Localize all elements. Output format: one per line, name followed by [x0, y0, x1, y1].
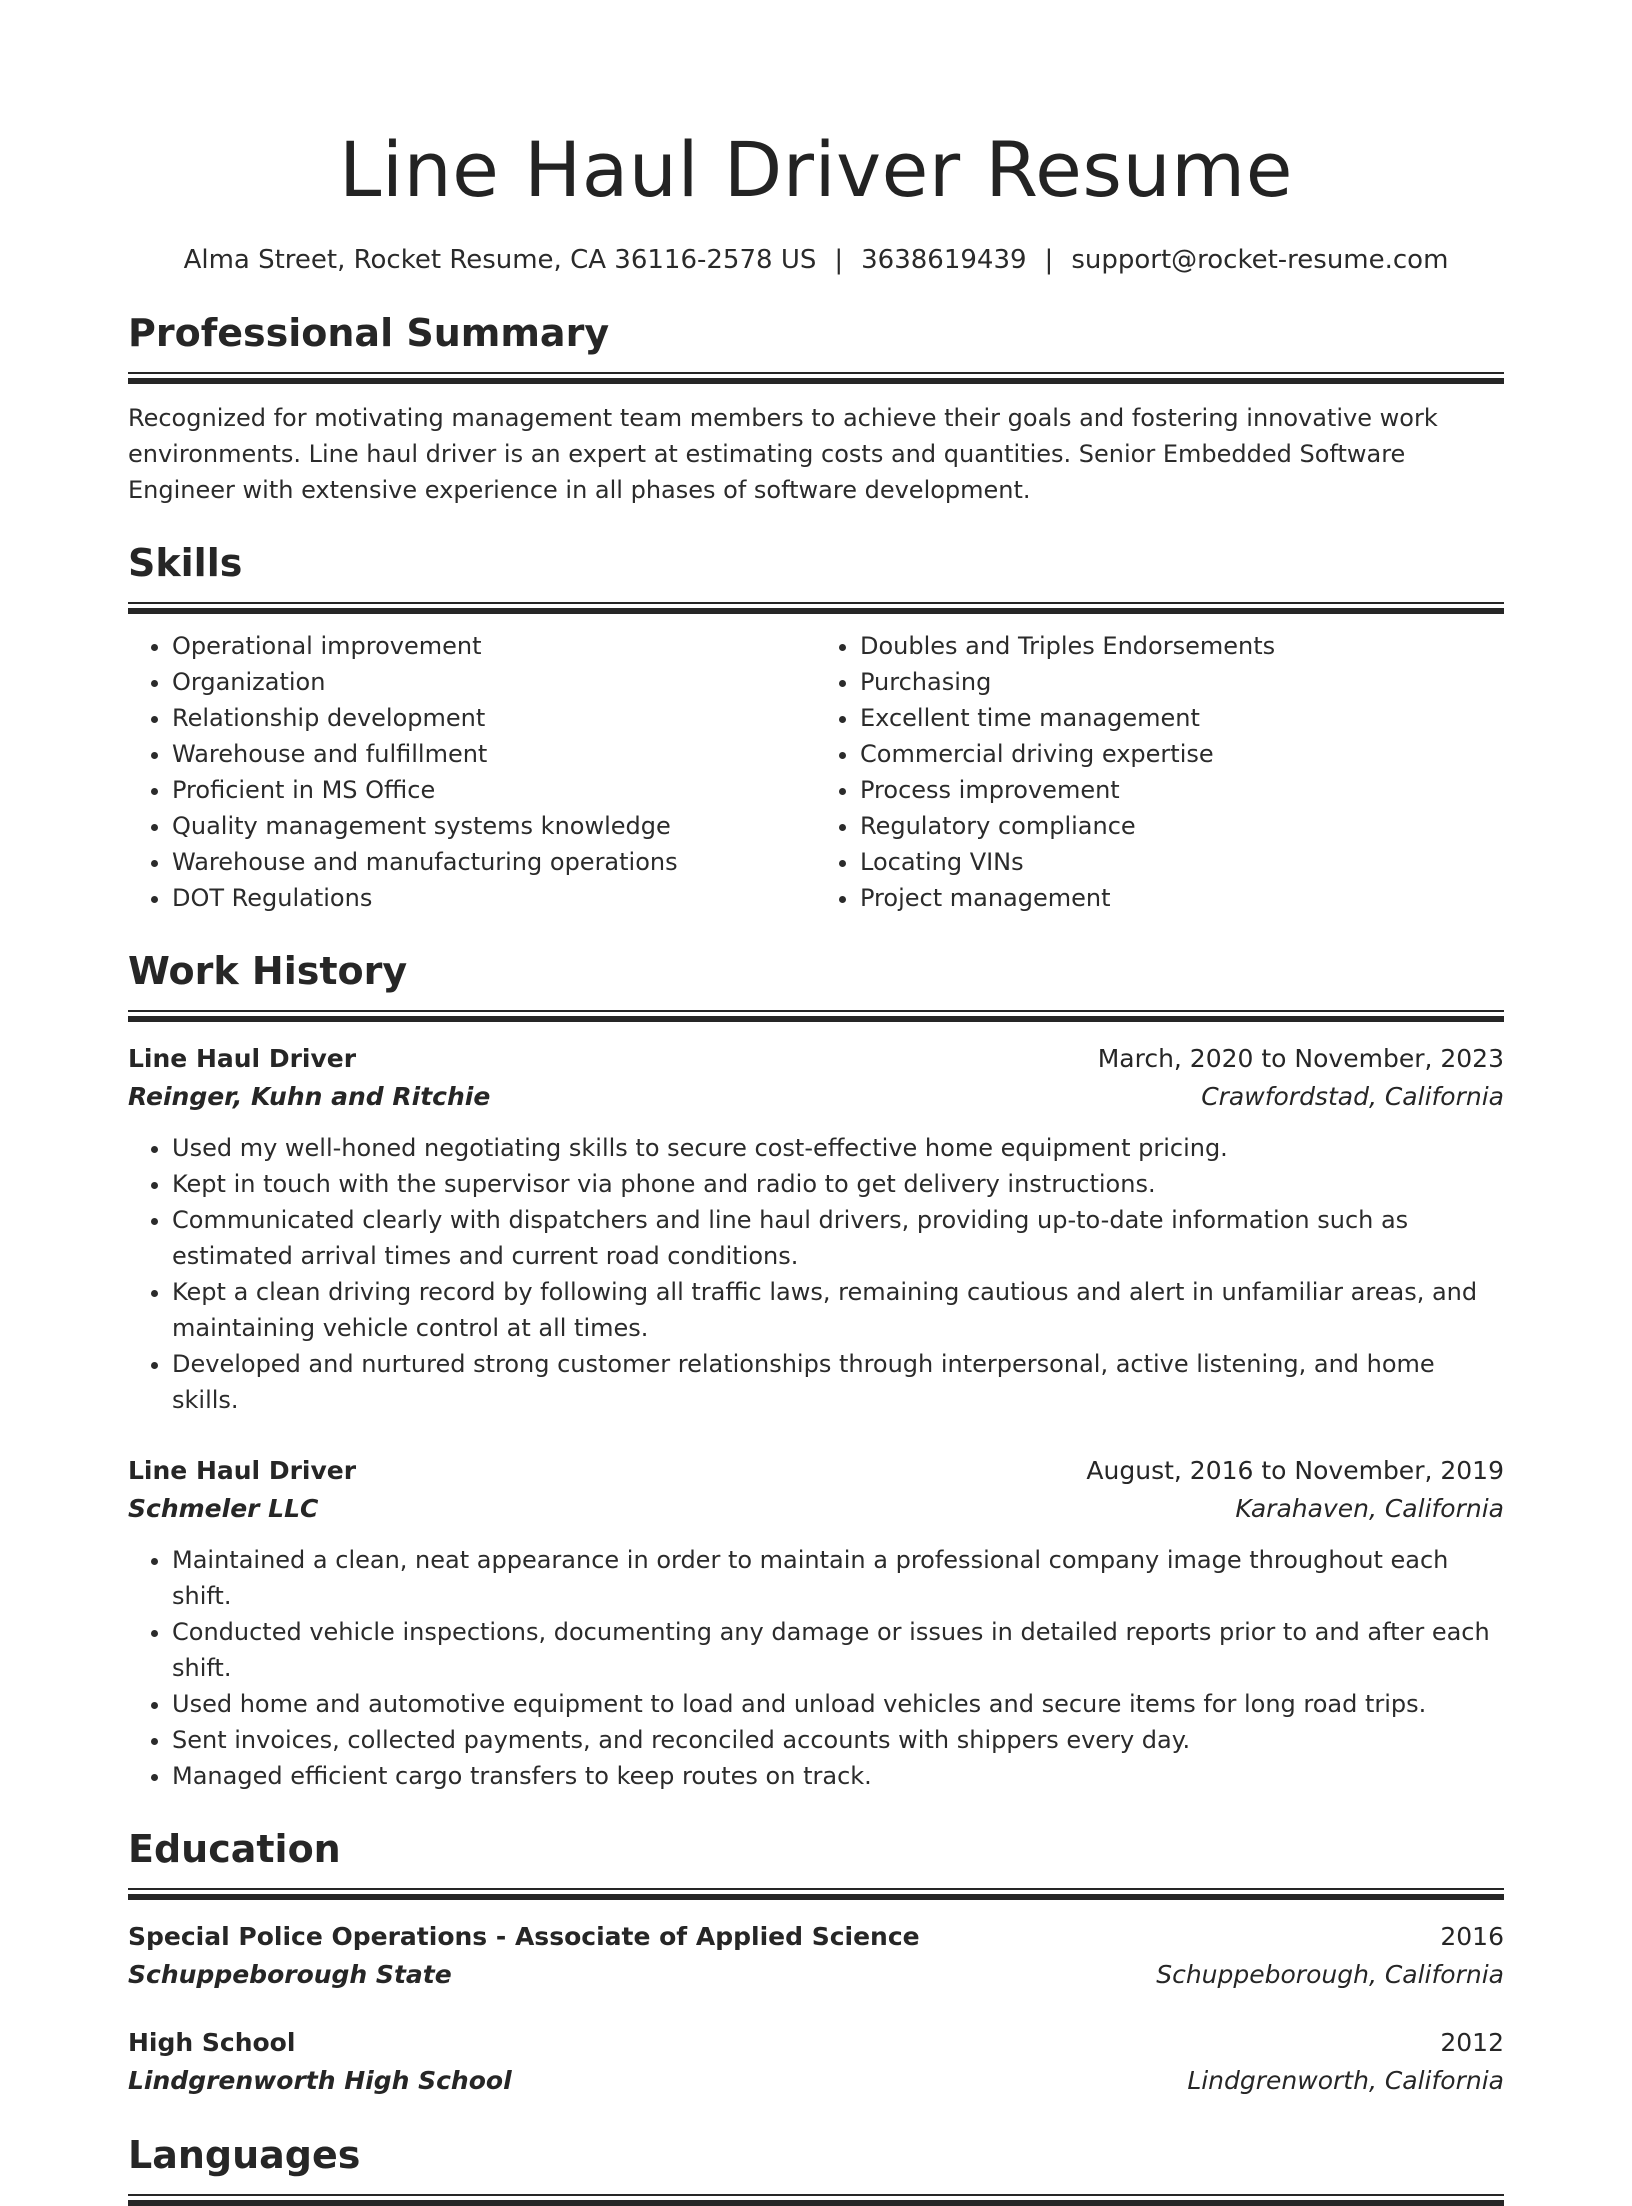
job-bullet: • Communicated clearly with dispatchers and line haul drivers, providing up-to-date information such as estimated arrival times and current road conditions.	[172, 1202, 1504, 1274]
job-header	[128, 1452, 1504, 1490]
job-entry	[128, 1040, 1504, 1418]
job-location: Karahaven, California	[1235, 1494, 1504, 1523]
skill-item: • Quality management systems knowledge	[172, 808, 816, 844]
resume-title: Line Haul Driver Resume	[339, 125, 1293, 214]
job-bullet: • Conducted vehicle inspections, documenting any damage or issues in detailed reports prior to and after each shift.	[172, 1614, 1504, 1686]
job-dates: March, 2020 to November, 2023	[1097, 1044, 1504, 1073]
job-bullets	[128, 1130, 1504, 1418]
job-entry	[128, 1452, 1504, 1794]
skill-item: • Doubles and Triples Endorsements	[860, 628, 1504, 664]
summary-section	[128, 308, 1504, 508]
skill-item: • Operational improvement	[172, 628, 816, 664]
skill-item: • Warehouse and manufacturing operations	[172, 844, 816, 880]
skill-item: • Process improvement	[860, 772, 1504, 808]
education-entry	[128, 2024, 1504, 2100]
contact-separator: |	[834, 245, 844, 275]
job-bullet: • Kept in touch with the supervisor via phone and radio to get delivery instructions.	[172, 1166, 1504, 1202]
skill-item: • Locating VINs	[860, 844, 1504, 880]
skills-columns	[128, 628, 1504, 916]
contact-email[interactable]: support@rocket-resume.com	[1071, 245, 1449, 275]
job-location: Crawfordstad, California	[1201, 1082, 1504, 1111]
skill-item: • Organization	[172, 664, 816, 700]
education-school: Lindgrenworth High School	[128, 2066, 512, 2095]
section-heading: Languages	[128, 2133, 361, 2177]
job-company: Reinger, Kuhn and Ritchie	[128, 1082, 491, 1111]
job-bullet: • Developed and nurtured strong customer relationships through interpersonal, active listening, and home skills.	[172, 1346, 1504, 1418]
section-divider	[128, 372, 1504, 384]
job-bullet: • Kept a clean driving record by following all traffic laws, remaining cautious and alert in unfamiliar areas, and maintaining vehicle control at all times.	[172, 1274, 1504, 1346]
skills-section	[128, 538, 1504, 916]
section-heading: Skills	[128, 541, 243, 585]
summary-text: Recognized for motivating management team members to achieve their goals and fostering innovative work environments. Line haul driver is an expert at estimating costs and quantities. Senior Embedded Software Engineer with extensive experience in all phases of software development.	[128, 404, 1438, 504]
contact-address: Alma Street, Rocket Resume, CA 36116-2578 US	[183, 245, 817, 275]
skills-list-left	[128, 628, 816, 916]
skill-item: • Project management	[860, 880, 1504, 916]
job-bullet: • Managed efficient cargo transfers to keep routes on track.	[172, 1758, 1504, 1794]
skill-item: • Proficient in MS Office	[172, 772, 816, 808]
education-section	[128, 1824, 1504, 2100]
education-header	[128, 1918, 1504, 1956]
education-location: Schuppeborough, California	[1156, 1960, 1504, 1989]
education-subheader	[128, 1956, 1504, 1994]
education-entry	[128, 1918, 1504, 1994]
job-bullet: • Maintained a clean, neat appearance in order to maintain a professional company image throughout each shift.	[172, 1542, 1504, 1614]
education-location: Lindgrenworth, California	[1187, 2066, 1504, 2095]
education-degree: Special Police Operations - Associate of Applied Science	[128, 1922, 920, 1951]
section-divider	[128, 1888, 1504, 1900]
education-subheader	[128, 2062, 1504, 2100]
skill-item: • Commercial driving expertise	[860, 736, 1504, 772]
section-divider	[128, 2194, 1504, 2206]
skill-item: • Purchasing	[860, 664, 1504, 700]
job-bullet: • Used my well-honed negotiating skills to secure cost-effective home equipment pricing.	[172, 1130, 1504, 1166]
skill-item: • Relationship development	[172, 700, 816, 736]
skill-item: • Warehouse and fulfillment	[172, 736, 816, 772]
skills-list-right	[816, 628, 1504, 916]
job-subheader	[128, 1490, 1504, 1528]
education-header	[128, 2024, 1504, 2062]
skill-item: • Regulatory compliance	[860, 808, 1504, 844]
job-title: Line Haul Driver	[128, 1456, 357, 1485]
job-bullet: • Used home and automotive equipment to load and unload vehicles and secure items for long road trips.	[172, 1686, 1504, 1722]
section-heading: Work History	[128, 949, 408, 993]
education-year: 2012	[1440, 2028, 1504, 2057]
contact-separator: |	[1044, 245, 1054, 275]
skill-item: • DOT Regulations	[172, 880, 816, 916]
education-year: 2016	[1440, 1922, 1504, 1951]
job-subheader	[128, 1078, 1504, 1116]
contact-phone: 3638619439	[861, 245, 1027, 275]
job-title: Line Haul Driver	[128, 1044, 357, 1073]
job-bullets	[128, 1542, 1504, 1794]
education-degree: High School	[128, 2028, 296, 2057]
contact-line	[128, 242, 1504, 278]
job-dates: August, 2016 to November, 2019	[1086, 1456, 1504, 1485]
section-heading: Education	[128, 1827, 341, 1871]
education-school: Schuppeborough State	[128, 1960, 452, 1989]
section-divider	[128, 602, 1504, 614]
languages-section	[128, 2130, 1504, 2206]
skill-item: • Excellent time management	[860, 700, 1504, 736]
work-history-section	[128, 946, 1504, 1794]
section-heading: Professional Summary	[128, 311, 610, 355]
job-company: Schmeler LLC	[128, 1494, 319, 1523]
job-header	[128, 1040, 1504, 1078]
section-divider	[128, 1010, 1504, 1022]
job-bullet: • Sent invoices, collected payments, and reconciled accounts with shippers every day.	[172, 1722, 1504, 1758]
